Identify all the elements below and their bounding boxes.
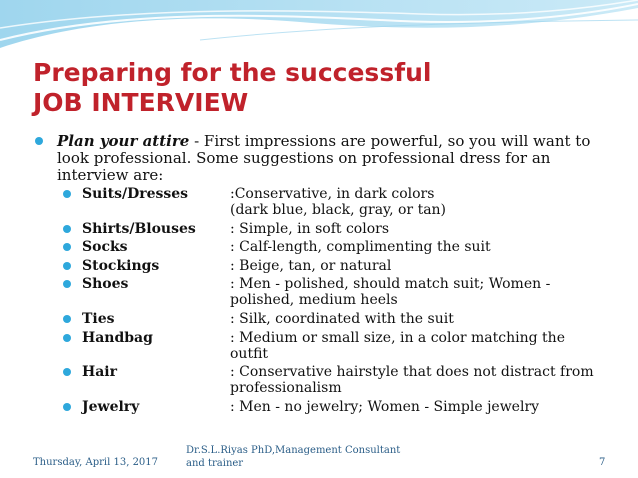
title-line-1: Preparing for the successful	[33, 58, 432, 87]
attire-item	[63, 399, 623, 415]
intro-rest: - First impressions are powerful, so you will want to look professional. Some suggestions on professional dress for an interview are:	[57, 132, 591, 184]
bullet-icon	[63, 225, 71, 233]
bullet-icon	[35, 137, 43, 145]
footer-page-number: 7	[599, 457, 606, 468]
item-label: Ties	[82, 310, 115, 327]
intro-text	[57, 133, 610, 184]
wave-header-decoration	[0, 0, 638, 60]
bullet-icon	[63, 243, 71, 251]
bullet-icon	[63, 403, 71, 411]
item-description: :Conservative, in dark colors (dark blue, black, gray, or tan)	[230, 186, 447, 218]
bullet-icon	[63, 280, 71, 288]
attire-item	[63, 186, 623, 218]
item-label: Stockings	[82, 257, 160, 274]
item-label: Jewelry	[82, 398, 140, 415]
item-description: : Medium or small size, in a color matching the outfit	[230, 329, 565, 362]
item-label: Socks	[82, 239, 128, 256]
item-description: : Calf-length, complimenting the suit	[230, 239, 491, 256]
attire-item	[63, 258, 623, 274]
title-line-2: JOB INTERVIEW	[33, 88, 249, 117]
intro-bullet	[35, 133, 610, 184]
item-label: Hair	[82, 364, 117, 381]
bullet-icon	[63, 315, 71, 323]
item-label: Shoes	[82, 276, 129, 293]
attire-item	[63, 364, 623, 396]
attire-item	[63, 276, 623, 308]
item-description: : Men - no jewelry; Women - Simple jewelry	[230, 398, 540, 415]
footer-date: Thursday, April 13, 2017	[33, 457, 159, 468]
bullet-icon	[63, 368, 71, 376]
attire-item	[63, 239, 623, 255]
item-label: Suits/Dresses	[82, 186, 189, 202]
attire-item	[63, 330, 623, 362]
item-description: : Men - polished, should match suit; Women - polished, medium heels	[230, 276, 551, 309]
footer-credit: Dr.S.L.Riyas PhD,Management Consultant and trainer	[186, 445, 401, 469]
item-description: : Silk, coordinated with the suit	[230, 310, 454, 327]
slide-title	[33, 58, 593, 118]
attire-item	[63, 311, 623, 327]
intro-emphasis: Plan your attire	[57, 132, 190, 150]
item-description: : Simple, in soft colors	[230, 220, 390, 237]
attire-list	[63, 186, 623, 417]
item-description: : Conservative hairstyle that does not distract from professionalism	[230, 364, 594, 397]
item-label: Handbag	[82, 329, 153, 346]
attire-item	[63, 221, 623, 237]
bullet-icon	[63, 190, 71, 198]
item-label: Shirts/Blouses	[82, 220, 196, 237]
item-description: : Beige, tan, or natural	[230, 257, 392, 274]
bullet-icon	[63, 334, 71, 342]
bullet-icon	[63, 262, 71, 270]
